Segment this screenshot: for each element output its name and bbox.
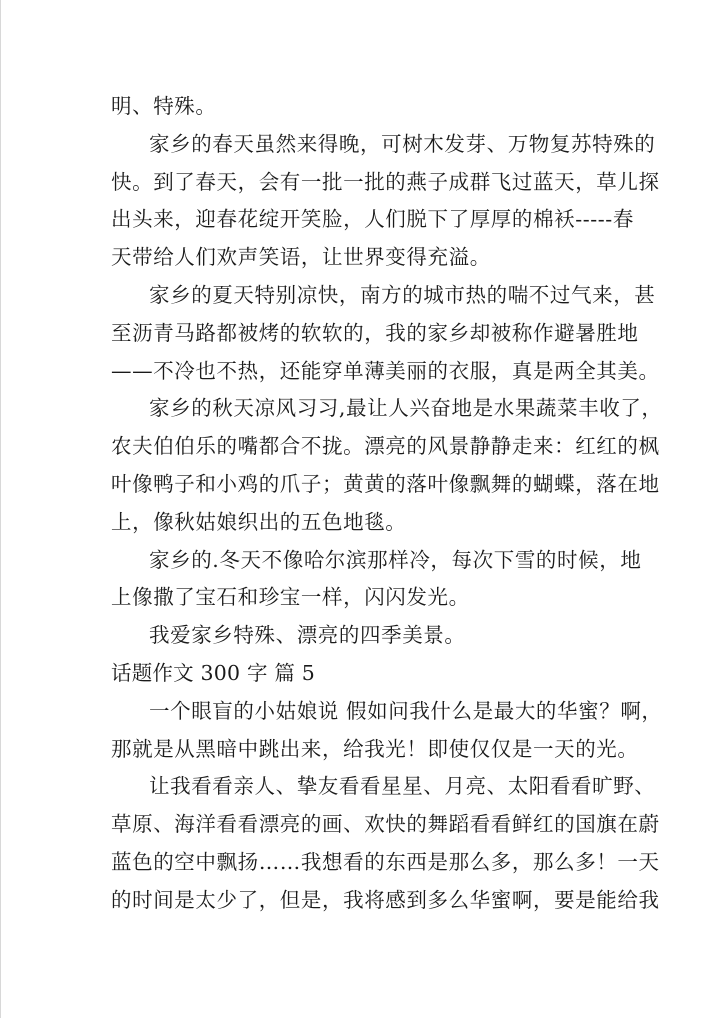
paragraph-summer-line: ——不冷也不热，还能穿单薄美丽的衣服，真是两全其美。	[111, 358, 660, 383]
paragraph-spring-line: 天带给人们欢声笑语，让世界变得充溢。	[111, 245, 491, 270]
paragraph-autumn-line: 上，像秋姑娘织出的五色地毯。	[111, 509, 407, 534]
paragraph-wish-line: 一个眼盲的小姑娘说 假如问我什么是最大的华蜜？啊，	[149, 698, 663, 723]
paragraph-wish-line: 那就是从黑暗中跳出来，给我光！即使仅仅是一天的光。	[111, 736, 639, 761]
paragraph-closing-line: 我爱家乡特殊、漂亮的四季美景。	[149, 623, 466, 648]
paragraph-autumn-line: 农夫伯伯乐的嘴都合不拢。漂亮的风景静静走来：红红的枫	[111, 434, 660, 459]
text-line: 明、特殊。	[111, 94, 217, 118]
paragraph-autumn-line: 叶像鸭子和小鸡的爪子；黄黄的落叶像飘舞的蝴蝶，落在地	[111, 471, 660, 496]
paragraph-spring-line: 快。到了春天，会有一批一批的燕子成群飞过蓝天，草儿探	[111, 169, 660, 194]
document-body	[111, 88, 663, 920]
paragraph-see-line: 的时间是太少了，但是，我将感到多么华蜜啊，要是能给我	[111, 887, 660, 912]
paragraph-summer-line: 家乡的夏天特别凉快，南方的城市热的喘不过气来，甚	[149, 282, 656, 307]
paragraph-winter-line: 上像撒了宝石和珍宝一样，闪闪发光。	[111, 585, 470, 610]
paragraph-see-line: 让我看看亲人、挚友看看星星、月亮、太阳看看旷野、	[149, 774, 656, 799]
paragraph-see-line: 蓝色的空中飘扬……我想看的东西是那么多，那么多！一天	[111, 849, 660, 874]
paragraph-summer-line: 至沥青马路都被烤的软软的，我的家乡却被称作避暑胜地	[111, 320, 639, 345]
paragraph-spring-line: 家乡的春天虽然来得晚，可树木发芽、万物复苏特殊的	[149, 131, 656, 156]
section-heading: 话题作文 300 字 篇 5	[111, 660, 316, 685]
paragraph-see-line: 草原、海洋看看漂亮的画、欢快的舞蹈看看鲜红的国旗在蔚	[111, 812, 660, 837]
paragraph-winter-line: 家乡的.冬天不像哈尔滨那样冷，每次下雪的时候，地	[149, 547, 642, 572]
paragraph-spring-line: 出头来，迎春花绽开笑脸，人们脱下了厚厚的棉袄-----春	[111, 207, 634, 232]
paragraph-autumn-line: 家乡的秋天凉风习习,最让人兴奋地是水果蔬菜丰收了，	[149, 396, 663, 421]
